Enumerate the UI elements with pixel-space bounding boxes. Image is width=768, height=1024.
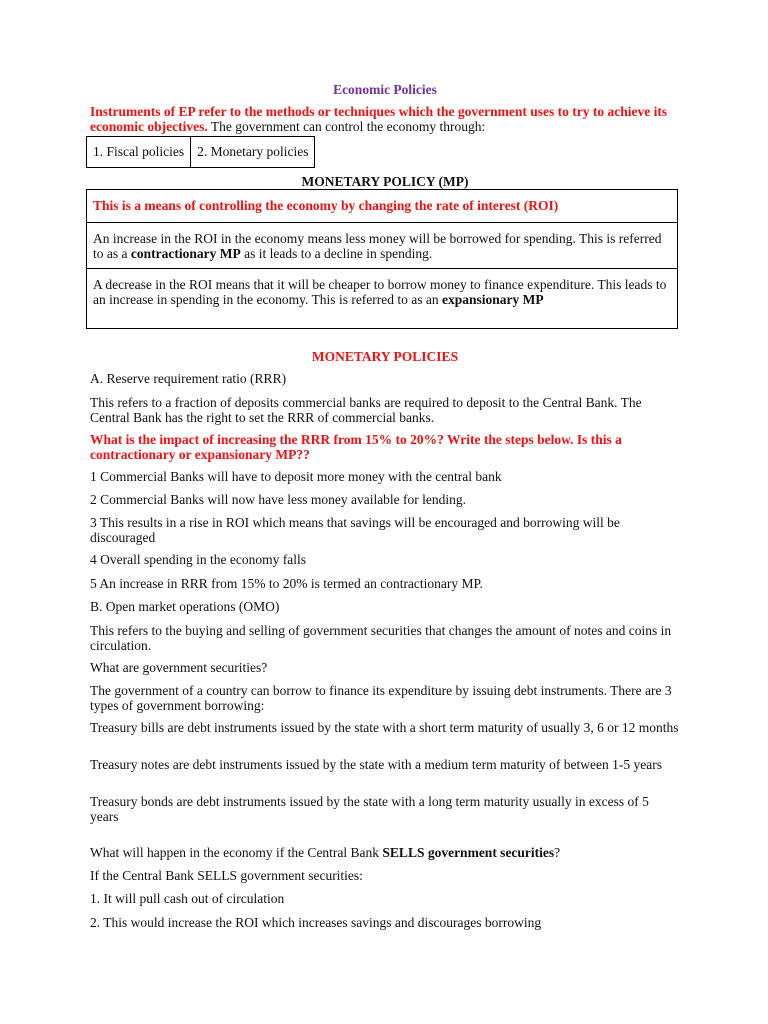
option-fiscal: 1. Fiscal policies [87, 137, 191, 168]
omo-description: This refers to the buying and selling of government securities that changes the amount of notes and coins in circulation. [90, 623, 672, 653]
omo-question-2 [90, 846, 680, 861]
rrr-step-3: 3 This results in a rise in ROI which means that savings will be encouraged and borrowing will be discouraged [90, 515, 620, 545]
intro-paragraph [90, 104, 680, 134]
mp-decrease-text: A decrease in the ROI means that it will be cheaper to borrow money to finance expenditure. This leads to an increase in spending in the economy. This is referred to as an [93, 277, 667, 307]
mp-increase-row [87, 222, 677, 268]
treasury-bonds: Treasury bonds are debt instruments issued by the state with a long term maturity usually in excess of 5 years [90, 794, 649, 824]
mp-contractionary-term: contractionary MP [130, 245, 241, 261]
intro-continuation: The government can control the economy through: [207, 119, 486, 134]
omo-question-2-end: ? [554, 845, 561, 860]
mp-expansionary-term: expansionary MP [442, 291, 544, 307]
omo-paragraph-2: If the Central Bank SELLS government securities: [90, 868, 363, 883]
rrr-question: What is the impact of increasing the RRR from 15% to 20%? Write the steps below. Is this a contractionary or expansionary MP?? [90, 432, 622, 462]
monetary-policies-heading: MONETARY POLICIES [311, 349, 459, 364]
option-monetary: 2. Monetary policies [191, 137, 315, 168]
omo-step-1: 1. It will pull cash out of circulation [90, 891, 285, 906]
omo-step-2: 2. This would increase the ROI which increases savings and discourages borrowing [90, 915, 542, 930]
mp-definition: This is a means of controlling the economy by changing the rate of interest (ROI) [93, 198, 559, 213]
mp-decrease-row [87, 268, 677, 328]
page-title: Economic Policies [333, 82, 437, 97]
rrr-step-2: 2 Commercial Banks will now have less money available for lending. [90, 492, 467, 507]
omo-sells-term: SELLS government securities [382, 845, 555, 860]
treasury-bills: Treasury bills are debt instruments issued by the state with a short term maturity of usually 3, 6 or 12 months [90, 720, 679, 735]
monetary-policy-heading: MONETARY POLICY (MP) [301, 174, 469, 189]
monetary-policy-box [86, 189, 678, 329]
mp-increase-end: as it leads to a decline in spending. [240, 245, 433, 261]
treasury-notes: Treasury notes are debt instruments issued by the state with a medium term maturity of between 1-5 years [90, 757, 662, 772]
rrr-step-4: 4 Overall spending in the economy falls [90, 552, 306, 567]
mp-increase-text: An increase in the ROI in the economy means less money will be borrowed for spending. This is referred to as a [93, 231, 662, 261]
omo-label: B. Open market operations (OMO) [90, 599, 280, 614]
omo-question-1: What are government securities? [90, 660, 268, 675]
intro-definition: Instruments of EP refer to the methods or techniques which the government uses to try to achieve its economic objectives. [90, 104, 668, 134]
omo-paragraph-1: The government of a country can borrow to finance its expenditure by issuing debt instruments. There are 3 types of government borrowing: [90, 683, 672, 713]
rrr-step-1: 1 Commercial Banks will have to deposit more money with the central bank [90, 469, 502, 484]
rrr-label: A. Reserve requirement ratio (RRR) [90, 371, 287, 386]
rrr-step-5: 5 An increase in RRR from 15% to 20% is termed an contractionary MP. [90, 576, 483, 591]
omo-question-2-text: What will happen in the economy if the Central Bank [90, 845, 383, 860]
rrr-description: This refers to a fraction of deposits commercial banks are required to deposit to the Central Bank. The Central Bank has the right to set the RRR of commercial banks. [90, 395, 642, 425]
policy-options-table [86, 136, 315, 168]
